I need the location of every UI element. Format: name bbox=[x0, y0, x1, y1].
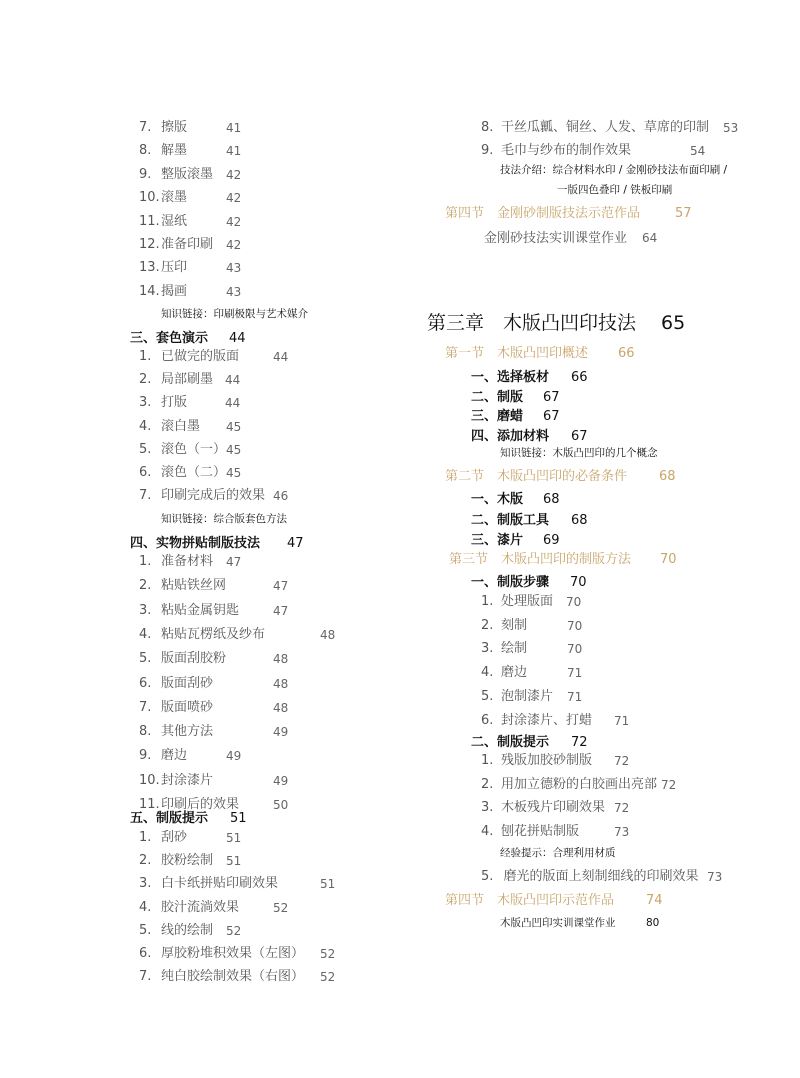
toc-entry-label: 磨边 bbox=[161, 748, 188, 764]
toc-entry-label: 磨边 bbox=[501, 665, 528, 681]
toc-entry-page: 72 bbox=[661, 777, 677, 792]
toc-entry-number: 8. bbox=[481, 120, 494, 135]
section-page: 68 bbox=[659, 469, 676, 484]
technique-note: 技法介绍：综合材料水印 / 金刚砂技法布面印刷 / bbox=[500, 164, 728, 176]
toc-entry-page: 69 bbox=[543, 533, 560, 548]
toc-entry-page: 73 bbox=[614, 824, 630, 839]
toc-entry-number: 10. bbox=[139, 772, 160, 788]
toc-entry-page: 53 bbox=[723, 121, 739, 135]
toc-entry-label: 压印 bbox=[161, 260, 188, 276]
toc-entry-number: 1. bbox=[139, 349, 152, 364]
toc-entry-label: 泡制漆片 bbox=[501, 688, 554, 704]
toc-entry-number: 4. bbox=[481, 665, 494, 681]
toc-entry-number: 4. bbox=[139, 418, 152, 434]
toc-entry-page: 42 bbox=[226, 191, 242, 206]
toc-entry-number: 3. bbox=[481, 800, 494, 815]
toc-entry-page: 50 bbox=[273, 798, 289, 812]
toc-entry-label: 用加立德粉的白胶画出亮部 bbox=[501, 776, 658, 792]
toc-entry-page: 49 bbox=[273, 725, 289, 740]
section-title: 第一节 木版凸凹印概述 bbox=[445, 346, 589, 361]
toc-entry-label: 滚色（二） bbox=[161, 465, 227, 480]
toc-entry bbox=[481, 870, 699, 883]
experience-tip-note: 经验提示：合理利用材质 bbox=[500, 847, 616, 859]
toc-entry-number: 8. bbox=[139, 143, 152, 159]
toc-entry-number: 3. bbox=[139, 876, 152, 892]
toc-entry-page: 73 bbox=[707, 870, 723, 884]
toc-entry-label: 厚胶粉堆积效果（左图） bbox=[161, 946, 305, 961]
toc-entry-number: 3. bbox=[481, 641, 494, 657]
toc-entry-label: 干丝瓜瓤、铜丝、人发、草席的印制 bbox=[501, 120, 710, 135]
toc-entry-label: 刻制 bbox=[501, 617, 528, 633]
toc-entry-label: 擦版 bbox=[161, 120, 188, 135]
toc-entry-label: 其他方法 bbox=[161, 724, 214, 740]
toc-entry-number: 6. bbox=[139, 675, 152, 691]
toc-entry-label: 封涂漆片 bbox=[161, 772, 214, 788]
toc-entry-label: 印刷后的效果 bbox=[161, 797, 240, 812]
toc-entry-label: 四、添加材料 bbox=[471, 428, 550, 444]
toc-entry-page: 42 bbox=[226, 214, 242, 229]
toc-entry-number: 2. bbox=[139, 853, 152, 869]
technique-note: 一版四色叠印 / 铁板印刷 bbox=[557, 184, 673, 196]
toc-entry-page: 45 bbox=[226, 419, 242, 434]
toc-entry-number: 7. bbox=[139, 969, 152, 985]
toc-entry-page: 41 bbox=[226, 121, 242, 135]
toc-entry-page: 43 bbox=[226, 284, 242, 299]
toc-entry-number: 9. bbox=[139, 166, 152, 182]
section-heading: 四、实物拼贴制版技法 bbox=[130, 536, 261, 551]
subsection-page: 70 bbox=[570, 575, 587, 590]
toc-entry-number: 11. bbox=[139, 213, 160, 229]
toc-entry-page: 66 bbox=[571, 370, 588, 385]
toc-entry-page: 42 bbox=[226, 238, 242, 252]
toc-entry-page: 48 bbox=[273, 700, 289, 715]
chapter-page: 65 bbox=[661, 312, 686, 334]
toc-entry-label: 三、漆片 bbox=[471, 533, 524, 548]
toc-entry-number: 9. bbox=[481, 143, 494, 158]
toc-entry-page: 67 bbox=[571, 428, 588, 444]
toc-entry-page: 49 bbox=[273, 773, 289, 788]
toc-entry-page: 64 bbox=[642, 231, 658, 245]
toc-entry-label: 整版滚墨 bbox=[161, 166, 214, 182]
toc-entry-number: 3. bbox=[139, 602, 152, 618]
toc-entry-number: 7. bbox=[139, 699, 152, 715]
toc-entry-label: 版面刮砂 bbox=[161, 675, 214, 691]
toc-entry-page: 48 bbox=[320, 627, 336, 642]
toc-entry-number: 5. bbox=[139, 441, 152, 457]
toc-entry-number: 14. bbox=[139, 283, 160, 299]
toc-entry-number: 7. bbox=[139, 120, 152, 135]
toc-entry-label: 绘制 bbox=[501, 641, 528, 657]
toc-entry-label: 已做完的版面 bbox=[161, 349, 240, 364]
toc-entry-label: 湿纸 bbox=[161, 213, 188, 229]
toc-entry-number: 9. bbox=[139, 748, 152, 764]
toc-entry-page: 52 bbox=[320, 947, 336, 961]
toc-entry-page: 80 bbox=[646, 917, 660, 929]
toc-entry-number: 6. bbox=[481, 712, 494, 728]
toc-entry-page: 72 bbox=[614, 801, 630, 815]
section-title: 第四节 金刚砂制版技法示范作品 bbox=[445, 206, 641, 221]
toc-entry-page: 47 bbox=[226, 555, 242, 569]
toc-entry-page: 70 bbox=[567, 642, 583, 657]
toc-entry-label: 解墨 bbox=[161, 143, 188, 159]
toc-entry-label: 刨花拼贴制版 bbox=[501, 823, 580, 839]
toc-entry-number: 10. bbox=[139, 190, 160, 206]
toc-entry-page: 45 bbox=[226, 466, 242, 480]
section-page: 66 bbox=[618, 346, 635, 361]
subsection-heading: 二、制版提示 bbox=[471, 735, 550, 750]
toc-entry-number: 2. bbox=[139, 578, 152, 594]
toc-entry-page: 72 bbox=[614, 754, 630, 768]
knowledge-link-note: 知识链接：木版凸凹印的几个概念 bbox=[500, 447, 658, 459]
toc-entry-page: 46 bbox=[273, 489, 289, 504]
subsection-page: 72 bbox=[571, 735, 588, 750]
section-title: 第三节 木版凸凹印的制版方法 bbox=[449, 552, 632, 567]
toc-entry-number: 7. bbox=[139, 488, 152, 504]
toc-entry-number: 13. bbox=[139, 260, 160, 276]
section-title: 第二节 木版凸凹印的必备条件 bbox=[445, 469, 628, 484]
toc-entry-page: 71 bbox=[614, 713, 630, 728]
section-heading: 三、套色演示 bbox=[130, 331, 209, 346]
toc-entry-number: 3. bbox=[139, 395, 152, 411]
toc-entry-page: 67 bbox=[543, 409, 560, 424]
section-page: 57 bbox=[675, 206, 692, 221]
toc-entry-page: 71 bbox=[567, 689, 583, 704]
toc-entry-label: 木版凸凹印实训课堂作业 bbox=[500, 917, 616, 929]
toc-entry-number: 2. bbox=[481, 617, 494, 633]
toc-entry-label: 版面刮胶粉 bbox=[161, 651, 227, 667]
toc-entry-label: 木板残片印刷效果 bbox=[501, 800, 606, 815]
toc-entry-number: 6. bbox=[139, 946, 152, 961]
toc-entry-number: 6. bbox=[139, 465, 152, 480]
toc-entry-label: 线的绘制 bbox=[161, 922, 214, 938]
toc-entry-label: 滚白墨 bbox=[161, 418, 201, 434]
toc-entry-label: 刮砂 bbox=[161, 830, 188, 845]
toc-entry-label: 封涂漆片、打蜡 bbox=[501, 712, 593, 728]
section-page: 51 bbox=[230, 811, 247, 826]
toc-entry-page: 48 bbox=[273, 652, 289, 667]
toc-entry-page: 67 bbox=[543, 389, 560, 405]
toc-entry-number: 1. bbox=[481, 753, 494, 768]
toc-entry-label: 二、制版工具 bbox=[471, 512, 550, 528]
toc-entry-label: 版面喷砂 bbox=[161, 699, 214, 715]
toc-entry-page: 44 bbox=[225, 396, 241, 411]
toc-entry-page: 47 bbox=[273, 603, 289, 618]
knowledge-link-note: 知识链接：综合版套色方法 bbox=[161, 513, 287, 525]
toc-entry-label: 粘贴瓦楞纸及纱布 bbox=[161, 626, 266, 642]
toc-entry-page: 49 bbox=[226, 749, 242, 764]
toc-entry-label: 准备印刷 bbox=[161, 237, 214, 252]
toc-entry-page: 42 bbox=[226, 167, 242, 182]
toc-entry-label: 白卡纸拼贴印刷效果 bbox=[161, 876, 279, 892]
toc-entry-page: 70 bbox=[567, 618, 583, 633]
toc-entry-label: 粘贴金属钥匙 bbox=[161, 602, 240, 618]
toc-entry-page: 52 bbox=[226, 923, 242, 938]
toc-entry-label: 二、制版 bbox=[471, 389, 524, 405]
toc-entry-page: 41 bbox=[226, 144, 242, 159]
toc-entry-number: 12. bbox=[139, 237, 160, 252]
subsection-heading: 一、制版步骤 bbox=[471, 575, 550, 590]
toc-entry-number: 4. bbox=[139, 626, 152, 642]
toc-entry-label: 一、选择板材 bbox=[471, 370, 550, 385]
toc-entry-page: 52 bbox=[320, 970, 336, 985]
toc-entry-page: 51 bbox=[320, 877, 336, 892]
toc-entry-page: 44 bbox=[273, 350, 289, 364]
chapter-title: 第三章 木版凸凹印技法 bbox=[427, 312, 637, 334]
toc-entry-page: 51 bbox=[226, 854, 242, 869]
toc-entry-label: 一、木版 bbox=[471, 492, 524, 507]
toc-entry-number: 5. bbox=[481, 869, 494, 884]
section-page: 74 bbox=[646, 893, 663, 908]
toc-entry-page: 68 bbox=[543, 492, 560, 507]
toc-entry-page: 48 bbox=[273, 676, 289, 691]
toc-entry-label: 胶粉绘制 bbox=[161, 853, 214, 869]
toc-entry-label: 局部刷墨 bbox=[161, 372, 214, 388]
toc-entry-label: 毛巾与纱布的制作效果 bbox=[501, 143, 632, 158]
toc-entry-label: 三、磨蜡 bbox=[471, 409, 524, 424]
toc-entry-number: 4. bbox=[139, 899, 152, 915]
toc-entry-label: 纯白胶绘制效果（右图） bbox=[161, 969, 305, 985]
section-page: 47 bbox=[287, 536, 304, 551]
toc-entry-number: 1. bbox=[139, 830, 152, 845]
toc-entry-number: 5. bbox=[139, 922, 152, 938]
toc-entry-label: 打版 bbox=[161, 395, 188, 411]
toc-entry-label: 金刚砂技法实训课堂作业 bbox=[484, 231, 628, 246]
toc-entry-number: 5. bbox=[481, 688, 494, 704]
toc-entry-label: 滚墨 bbox=[161, 190, 188, 206]
toc-entry-page: 45 bbox=[226, 442, 242, 457]
toc-entry-number: 1. bbox=[139, 554, 152, 569]
knowledge-link-note: 知识链接：印刷极限与艺术媒介 bbox=[161, 308, 308, 320]
toc-entry-label: 胶汁流淌效果 bbox=[161, 899, 240, 915]
toc-entry-page: 71 bbox=[567, 666, 583, 681]
toc-entry-page: 68 bbox=[571, 512, 588, 528]
toc-entry-label: 粘贴铁丝网 bbox=[161, 578, 227, 594]
toc-entry-page: 54 bbox=[690, 144, 706, 158]
toc-entry-label: 准备材料 bbox=[161, 554, 214, 569]
toc-entry-page: 51 bbox=[226, 831, 242, 845]
toc-entry-label: 处理版面 bbox=[501, 594, 554, 609]
toc-entry-number: 11. bbox=[139, 797, 160, 812]
toc-entry-label: 印刷完成后的效果 bbox=[161, 488, 266, 504]
toc-entry-number: 4. bbox=[481, 823, 494, 839]
toc-entry-label: 残版加胶砂制版 bbox=[501, 753, 593, 768]
section-title: 第四节 木版凸凹印示范作品 bbox=[445, 893, 615, 908]
toc-entry-label: 磨光的版面上刻制细线的印刷效果 bbox=[503, 869, 699, 884]
toc-entry-number: 5. bbox=[139, 651, 152, 667]
toc-entry-page: 52 bbox=[273, 900, 289, 915]
toc-entry-number: 2. bbox=[481, 776, 494, 792]
section-heading: 五、制版提示 bbox=[130, 811, 209, 826]
toc-entry-number: 2. bbox=[139, 372, 152, 388]
toc-entry-page: 70 bbox=[566, 595, 582, 609]
toc-entry-page: 43 bbox=[226, 261, 242, 276]
section-page: 70 bbox=[660, 552, 677, 567]
section-page: 44 bbox=[229, 331, 246, 346]
toc-entry-label: 滚色（一） bbox=[161, 441, 227, 457]
toc-entry-number: 8. bbox=[139, 724, 152, 740]
toc-entry-page: 47 bbox=[273, 579, 289, 594]
toc-entry-number: 1. bbox=[481, 594, 494, 609]
toc-entry-label: 揭画 bbox=[161, 283, 188, 299]
toc-entry-page: 44 bbox=[225, 373, 241, 388]
